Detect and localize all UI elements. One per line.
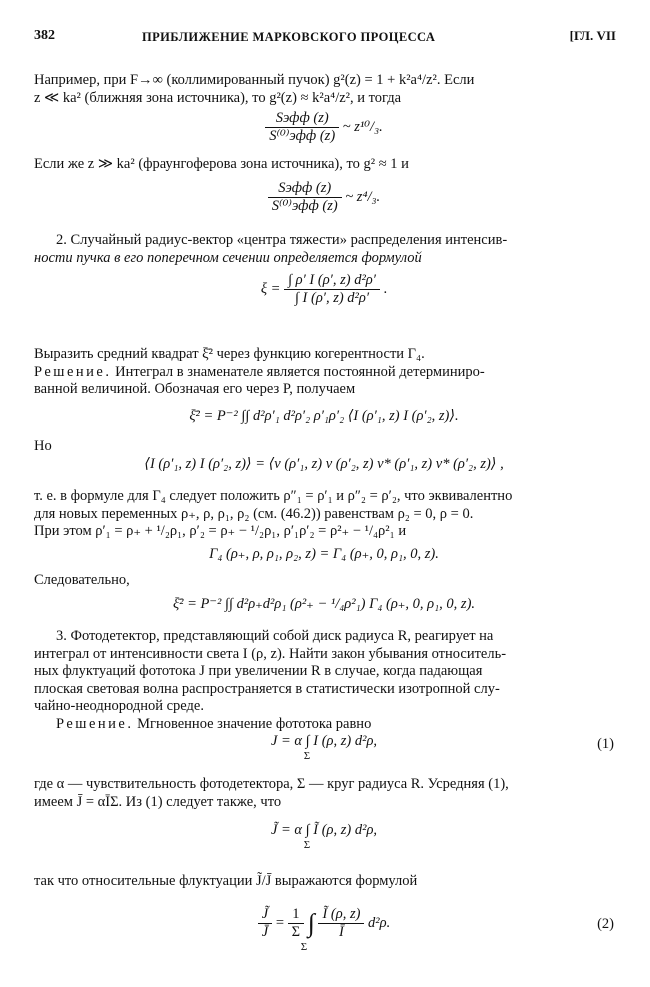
- paragraph-relative: [34, 873, 614, 891]
- fraction-denominator: Σ: [291, 924, 301, 940]
- formula-rhs: ~ z¹⁰/₃.: [342, 118, 383, 135]
- text-line: для новых переменных ρ₊, ρ, ρ₁, ρ₂ (см. (46.2)) равенствам ρ₂ = 0, ρ = 0.: [34, 505, 474, 522]
- text-line: чайно-неоднородной среде.: [34, 698, 204, 714]
- solution-text: Интеграл в знаменателе является постоянной детерминиро-: [111, 363, 485, 380]
- text-hence: [34, 572, 614, 590]
- paragraph-intro: [34, 72, 614, 107]
- formula-result: [34, 596, 614, 613]
- text-line: При этом ρ′₁ = ρ₊ + ¹/₂ρ₁, ρ′₂ = ρ₊ − ¹/₂ρ₁, ρ′₁ρ′₂ = ρ²₊ − ¹/₄ρ²₁ и: [34, 523, 407, 539]
- solution-label: Решение.: [34, 363, 112, 380]
- formula-gamma4: [34, 546, 614, 563]
- fraction: [265, 110, 339, 145]
- text-line: Но: [34, 438, 52, 454]
- fraction: [258, 906, 272, 941]
- fraction-denominator: Ī: [339, 924, 344, 940]
- fraction-denominator: J̄: [261, 924, 269, 940]
- solution-text: Мгновенное значение фототока равно: [133, 715, 372, 732]
- formula-text: ξ̄² = P⁻² ∫∫ d²ρ′₁ d²ρ′₂ ρ′₁ρ′₂ ⟨I (ρ′₁, z) I (ρ′₂, z)⟩.: [189, 408, 459, 424]
- integral-domain: Σ: [303, 750, 311, 762]
- problem-2-statement: [34, 232, 614, 267]
- text-line: интеграл от интенсивности света I (ρ, z). Найти закон убывания относитель-: [34, 645, 507, 662]
- formula-end: .: [383, 280, 388, 297]
- fraction: [318, 906, 364, 941]
- formula-mean-square: [34, 408, 614, 425]
- formula-tail: d²ρ.: [368, 914, 391, 931]
- text-line: Выразить средний квадрат ξ̄² через функцию когерентности Γ₄.: [34, 346, 425, 362]
- formula-text: ξ̄² = P⁻² ∫∫ d²ρ₊d²ρ₁ (ρ²₊ − ¹/₄ρ²₁) Γ₄ (ρ₊, 0, ρ₁, 0, z).: [172, 596, 476, 612]
- text-line: где α — чувствительность фотодетектора, Σ — круг радиуса R. Усредняя (1),: [34, 776, 509, 792]
- fraction-denominator: S⁽⁰⁾эфф (z): [269, 128, 336, 144]
- integral-domain: Σ: [303, 839, 311, 851]
- integral-domain: Σ: [300, 941, 308, 953]
- problem-2-task: [34, 346, 614, 399]
- paragraph-substitution: [34, 488, 614, 541]
- fraction-numerator: Ĩ (ρ, z): [318, 906, 364, 924]
- fraction-numerator: Sэфф (z): [265, 110, 339, 128]
- fraction: [284, 272, 380, 307]
- paragraph-averaging: [34, 776, 614, 811]
- formula-xi: [34, 272, 614, 307]
- solution-line: [34, 364, 614, 382]
- text-line: имеем J̄ = αĪΣ. Из (1) следует также, что: [34, 793, 282, 810]
- formula-far-zone: [34, 180, 614, 215]
- formula-lhs: ξ =: [260, 280, 281, 297]
- fraction-numerator: J̃: [258, 906, 272, 924]
- formula-2: $\frac{J̃}{J̄}$ = $\frac{1}{\Sigma}$ ∫ $\frac{Ĩ (\rho, z)}{Ī}$ d²ρ. Σ: [34, 906, 614, 953]
- problem-3-statement: [34, 628, 614, 733]
- text-line: ванной величиной. Обозначая его через P, получаем: [34, 381, 356, 397]
- fraction-numerator: Sэфф (z): [268, 180, 342, 198]
- running-title: ПРИБЛИЖЕНИЕ МАРКОВСКОГО ПРОЦЕССА: [142, 30, 436, 44]
- text-line: Например, при F→∞ (коллимированный пучок) g²(z) = 1 + k²a⁴/z². Если: [34, 72, 475, 88]
- text-line: Если же z ≫ ka² (фраунгоферова зона источника), то g² ≈ 1 и: [34, 156, 409, 172]
- fraction-numerator: 1: [288, 906, 304, 924]
- formula-near-zone: [34, 110, 614, 145]
- text-but: [34, 438, 614, 456]
- fraction-denominator: ∫ I (ρ′, z) d²ρ′: [294, 290, 370, 306]
- running-header: [34, 28, 616, 50]
- text-line: ных флуктуаций фототока J при увеличении R в случае, когда падающая: [34, 663, 483, 679]
- equation-number-2: (2): [597, 916, 614, 932]
- text-line: Следовательно,: [34, 572, 130, 588]
- fraction-numerator: ∫ ρ′ I (ρ′, z) d²ρ′: [284, 272, 380, 290]
- fraction-denominator: S⁽⁰⁾эфф (z): [271, 198, 338, 214]
- text-line: 3. Фотодетектор, представляющий собой диск радиуса R, реагирует на: [56, 628, 494, 644]
- text-line: z ≪ ka² (ближняя зона источника), то g²(z) ≈ k²a⁴/z², и тогда: [34, 89, 402, 106]
- formula-text: J̃ = α ∫ Ĩ (ρ, z) d²ρ,: [270, 822, 378, 838]
- equation-number-1: (1): [597, 736, 614, 752]
- formula-text: J = α ∫ I (ρ, z) d²ρ,: [270, 733, 378, 749]
- formula-text: Γ₄ (ρ₊, ρ, ρ₁, ρ₂, z) = Γ₄ (ρ₊, 0, ρ₁, 0, z).: [209, 546, 439, 562]
- solution-line: [34, 716, 614, 734]
- formula-intensity-correlation: [34, 456, 614, 473]
- chapter-label: [ГЛ. VII: [569, 28, 616, 43]
- fraction: [268, 180, 342, 215]
- fraction: [288, 906, 304, 941]
- formula-text: ⟨I (ρ′₁, z) I (ρ′₂, z)⟩ = ⟨v (ρ′₁, z) v (ρ′₂, z) v* (ρ′₁, z) v* (ρ′₂, z)⟩ ,: [144, 456, 504, 472]
- text-line: так что относительные флуктуации J̃/J̄ выражаются формулой: [34, 873, 418, 889]
- page-number: 382: [34, 28, 55, 43]
- text-line: плоская световая волна распространяется в статистически изотропной слу-: [34, 680, 500, 697]
- text-line: т. е. в формуле для Γ₄ следует положить ρ″₁ = ρ′₁ и ρ″₂ = ρ′₂, что эквивалентно: [34, 488, 513, 504]
- formula-rhs: ~ z⁴/₃.: [345, 188, 381, 205]
- text-line: ности пучка в его поперечном сечении определяется формулой: [34, 249, 422, 266]
- formula-fluctuation: [34, 822, 614, 851]
- solution-label: Решение.: [56, 715, 134, 732]
- paragraph-far-zone: [34, 156, 614, 174]
- formula-1: [34, 733, 614, 762]
- text-line: 2. Случайный радиус-вектор «центра тяжести» распределения интенсив-: [56, 232, 508, 248]
